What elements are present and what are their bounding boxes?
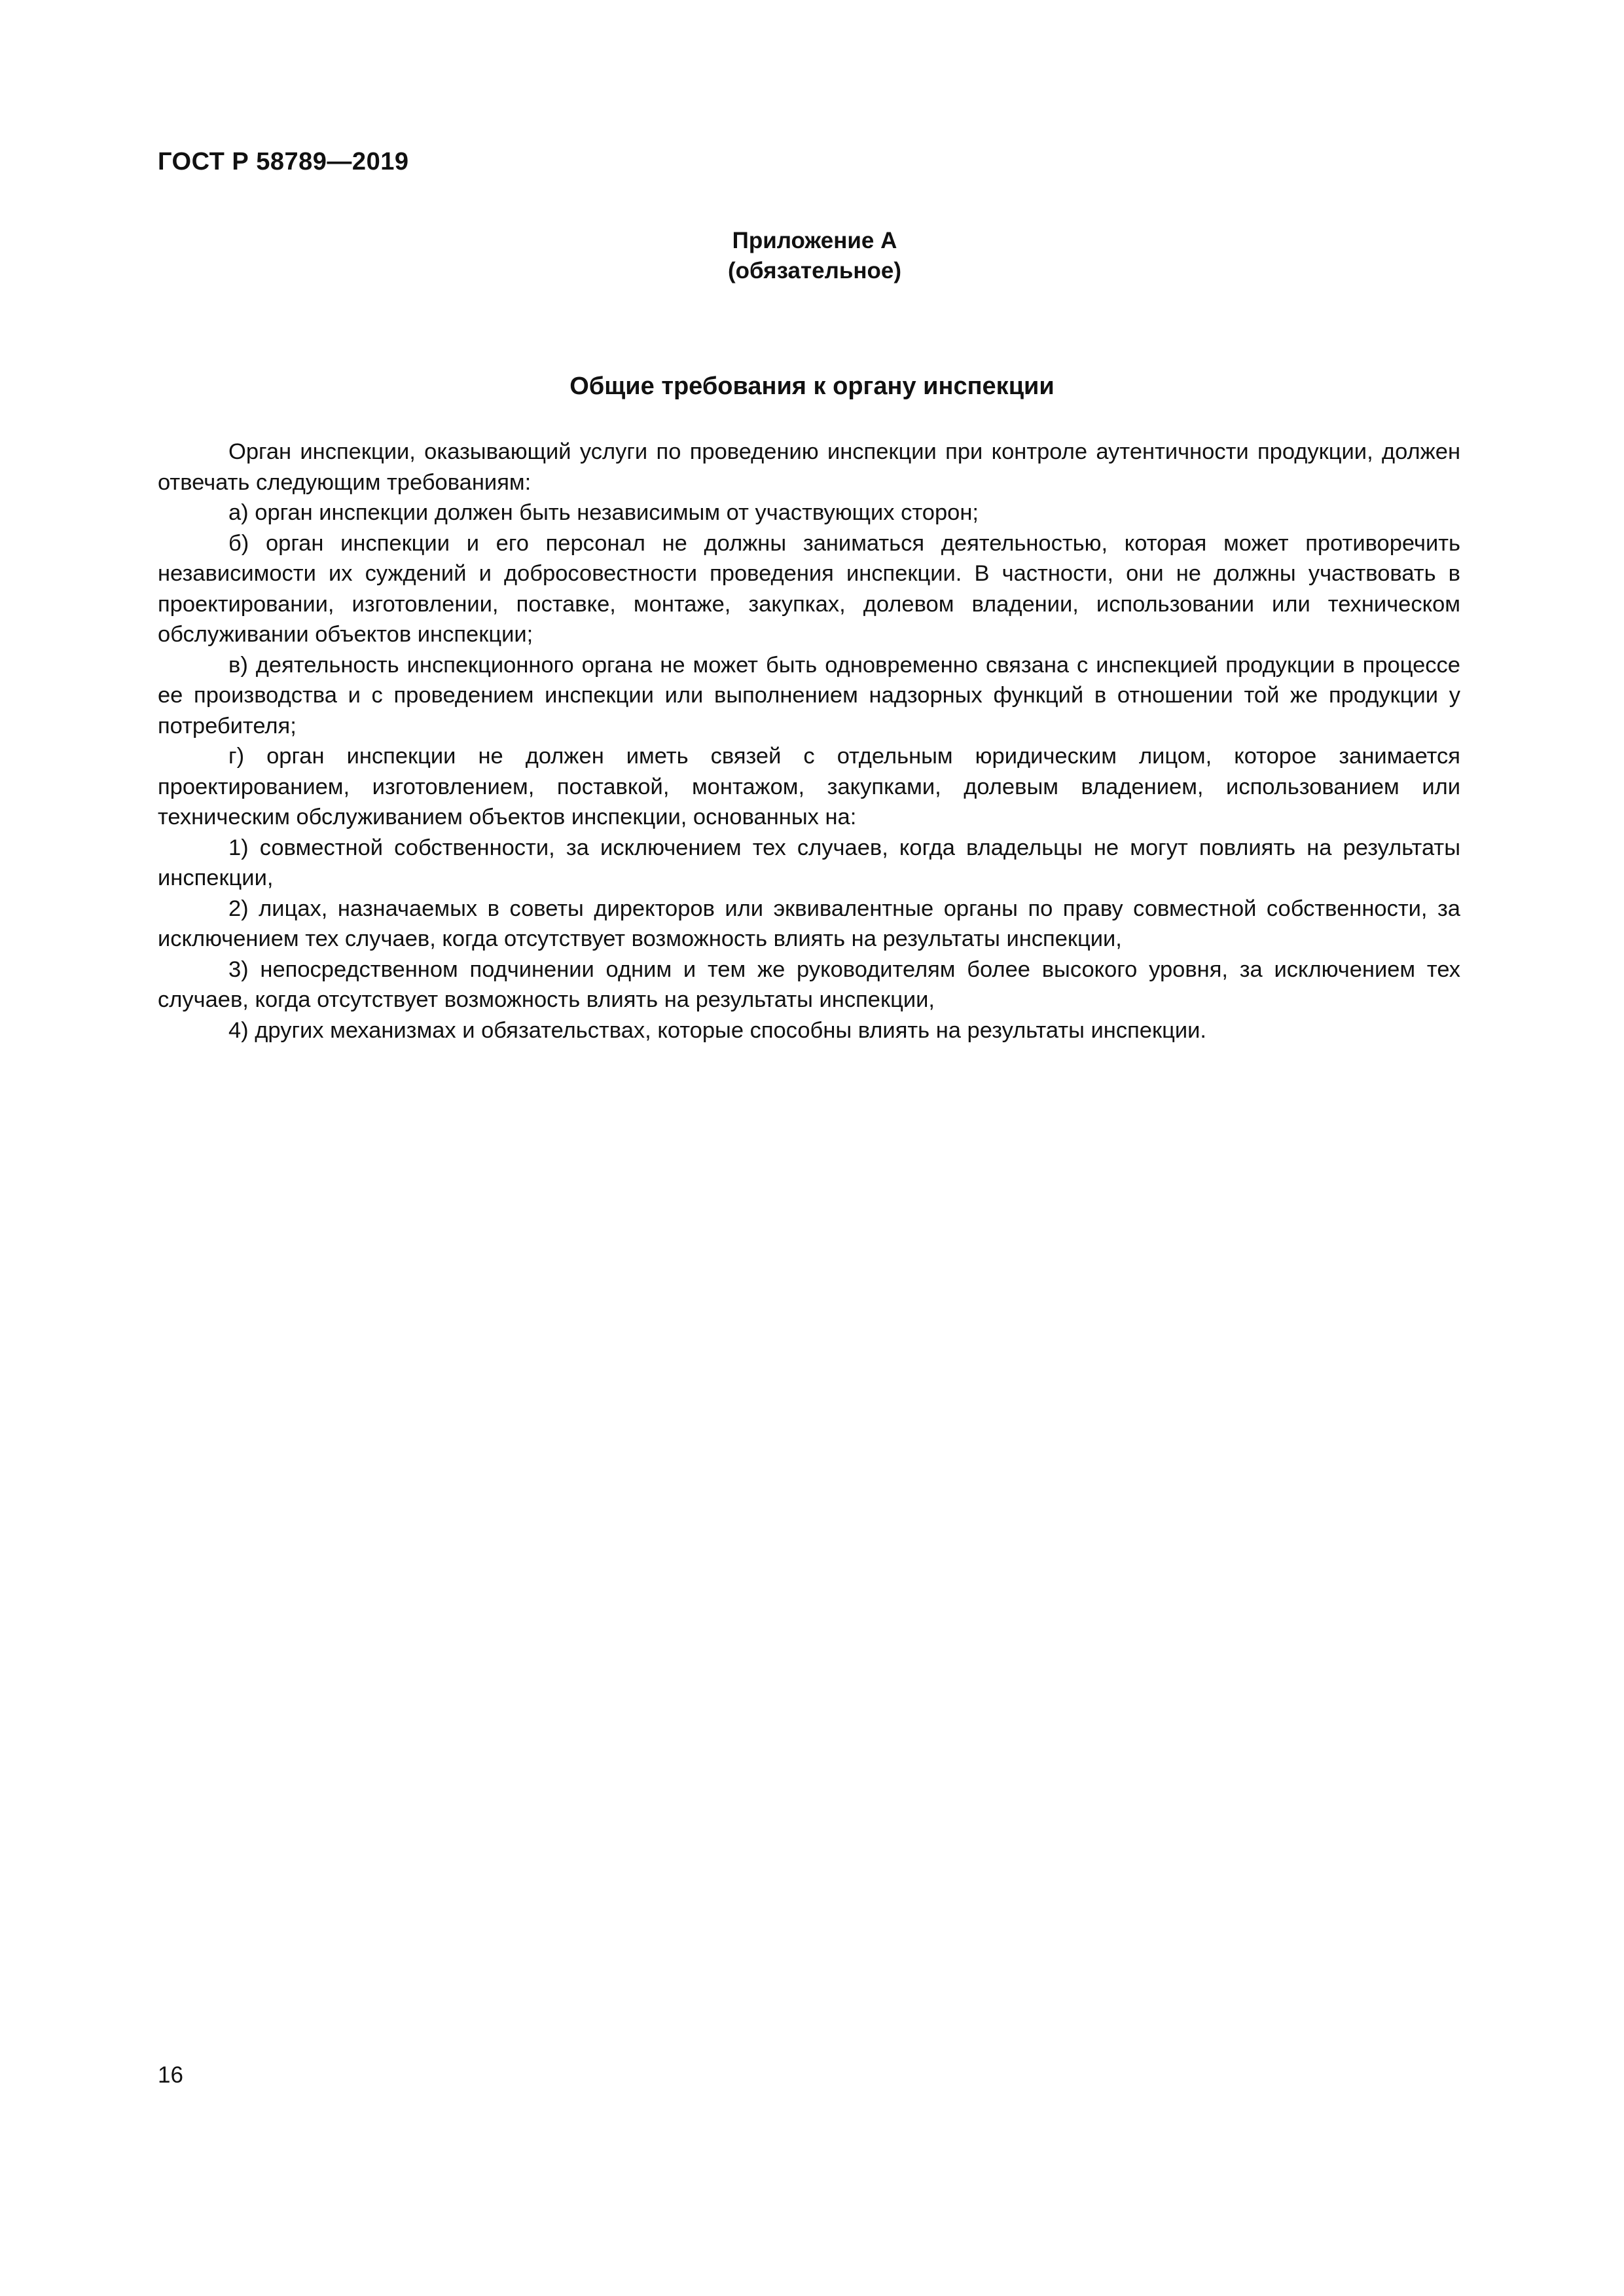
body-text	[158, 437, 1460, 1046]
paragraph-subitem-4: 4) других механизмах и обязательствах, которые способны влиять на результаты инспекции.	[228, 1017, 1206, 1043]
paragraph-item-b: б) орган инспекции и его персонал не должны заниматься деятельностью, которая может противоречить независимости их суждений и добросовестности проведения инспекции. В частности, они не должны участвовать в проектировании, изготовлении, поставке, монтаже, закупках, долевом владении, использовании или техническом обслуживании объектов инспекции;	[158, 530, 1460, 647]
annex-status: (обязательное)	[727, 258, 901, 283]
paragraph-subitem-3: 3) непосредственном подчинении одним и тем же руководителям более высокого уровня, за исключением тех случаев, когда отсутствует возможность влиять на результаты инспекции,	[158, 957, 1460, 1012]
paragraph-item-g: г) орган инспекции не должен иметь связей с отдельным юридическим лицом, которое занимается проектированием, изготовлением, поставкой, монтажом, закупками, долевым владением, использованием или техническим обслуживанием объектов инспекции, основанных на:	[158, 744, 1460, 829]
page-number: 16	[158, 2062, 183, 2088]
paragraph-subitem-2: 2) лицах, назначаемых в советы директоров или эквивалентные органы по праву совместной собственности, за исключением тех случаев, когда отсутствует возможность влиять на результаты инспекции,	[158, 896, 1460, 951]
paragraph-subitem-1: 1) совместной собственности, за исключением тех случаев, когда владельцы не могут повлиять на результаты инспекции,	[158, 835, 1460, 890]
paragraph-item-a: а) орган инспекции должен быть независимым от участвующих сторон;	[228, 500, 979, 525]
annex-heading	[0, 226, 1624, 286]
standard-code-header: ГОСТ Р 58789—2019	[158, 148, 409, 175]
annex-title: Приложение А	[732, 228, 897, 253]
section-title: Общие требования к органу инспекции	[569, 373, 1055, 400]
paragraph-intro: Орган инспекции, оказывающий услуги по проведению инспекции при контроле аутентичности продукции, должен отвечать следующим требованиям:	[158, 439, 1460, 495]
paragraph-item-v: в) деятельность инспекционного органа не может быть одновременно связана с инспекцией продукции в процессе ее производства и с проведением инспекции или выполнением надзорных функций в отношении той же продукции у потребителя;	[158, 652, 1460, 738]
